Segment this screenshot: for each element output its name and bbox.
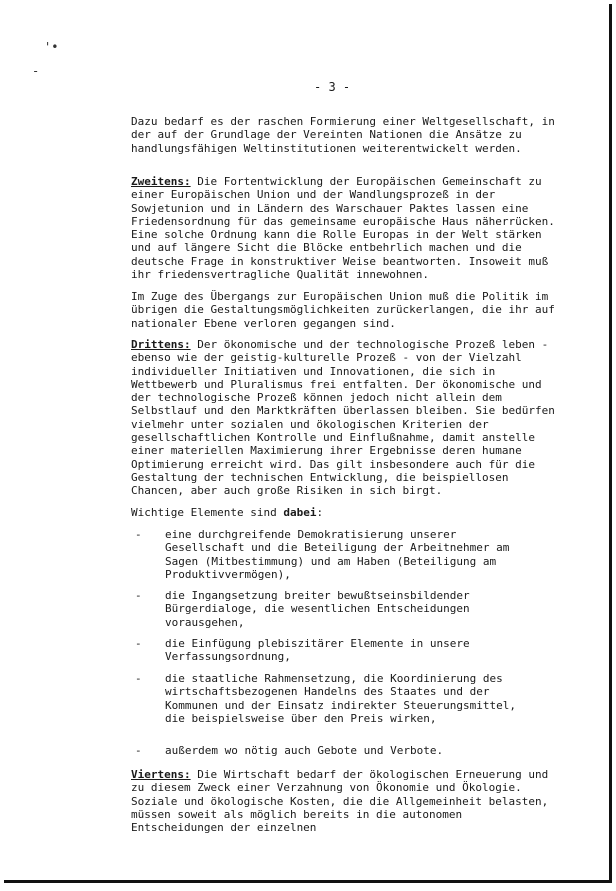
paragraph-body: Die Wirtschaft bedarf der ökologischen Erneuerung und zu diesem Zweck einer Verzahnung von Ökonomie und Ökologie. Soziale und ökologische Kosten, die die Allgemeinheit belasten, müssen soweit als möglich bereits in die autonomen Entscheidungen der einzelnen <box>131 768 549 835</box>
document-page <box>4 4 612 883</box>
paragraph-label: Drittens: <box>131 338 191 351</box>
list-item <box>131 528 571 581</box>
paragraph-text: Wichtige Elemente sind <box>131 506 284 519</box>
list-item <box>131 637 571 664</box>
list-item-text: die Einfügung plebiszitärer Elemente in unsere Verfassungsordnung, <box>165 637 470 664</box>
list-item <box>131 589 571 629</box>
paragraph-union: Im Zuge des Übergangs zur Europäischen Union muß die Politik im übrigen die Gestaltungsmöglichkeiten zurückerlangen, die ihr auf nationaler Ebene verloren gegangen sind. <box>131 290 555 330</box>
paragraph-viertens <box>131 768 561 834</box>
paragraph-label: Zweitens: <box>131 175 191 188</box>
bullet-dash: - <box>135 672 142 685</box>
margin-mark: - <box>32 64 40 78</box>
paragraph-text: : <box>316 506 324 519</box>
list-item-text: die Ingangsetzung breiter bewußtseinsbildender Bürgerdialoge, die wesentlichen Entscheidungen vorausgehen, <box>165 589 470 629</box>
paragraph-label: Viertens: <box>131 768 191 781</box>
paragraph-zweitens <box>131 175 561 281</box>
list-item-text: außerdem wo nötig auch Gebote und Verbote. <box>165 744 444 757</box>
list-item <box>131 744 571 757</box>
paragraph-body: Der ökonomische und der technologische Prozeß leben - ebenso wie der geistig-kulturelle Prozeß - von der Vielzahl individueller Initiativen und Innovationen, die sich in Wettbewerb und Pluralismus frei entfalten. Der ökonomische und der technologische Prozeß können jedoch nicht allein dem Selbstlauf und den Marktkräften überlassen bleiben. Sie bedürfen vielmehr unter sozialen und ökologischen Kriterien der gesellschaftlichen Kontrolle und Einflußnahme, damit anstelle einer materiellen Maximierung ihrer Ergebnisse deren humane Optimierung erreicht wird. Das gilt insbesondere auch für die Gestaltung der technischen Entwicklung, die beispiellosen Chancen, aber auch große Risiken in sich birgt. <box>131 338 555 498</box>
bold-word: dabei <box>283 506 317 519</box>
bullet-dash: - <box>135 637 142 650</box>
list-item-text: eine durchgreifende Demokratisierung unserer Gesellschaft und die Beteiligung der Arbeitnehmer am Sagen (Mitbestimmung) und am Haben (Beteiligung am Produktivvermögen), <box>165 528 510 581</box>
paragraph-intro: Dazu bedarf es der raschen Formierung einer Weltgesellschaft, in der auf der Grundlage der Vereinten Nationen die Ansätze zu handlungsfähigen Weltinstitutionen weiterentwickelt werden. <box>131 115 555 155</box>
paragraph-body: Die Fortentwicklung der Europäischen Gemeinschaft zu einer Europäischen Union und der Wandlungsprozeß in der Sowjetunion und in Ländern des Warschauer Paktes lassen eine Friedensordnung für das gemeinsame europäische Haus näherrücken. Eine solche Ordnung kann die Rolle Europas in der Welt stärken und auf längere Sicht die Blöcke entbehrlich machen und die deutsche Frage in konstruktiver Weise beantworten. Insoweit muß ihr friedensvertragliche Qualität innewohnen. <box>131 175 555 282</box>
paragraph-elements <box>131 506 561 519</box>
list-item-text: die staatliche Rahmensetzung, die Koordinierung des wirtschaftsbezogenen Handelns des Staates und der Kommunen und der Einsatz indirekter Steuerungsmittel, die beispielsweise über den Preis wirken, <box>165 672 516 725</box>
bullet-dash: - <box>135 744 142 757</box>
margin-mark: '• <box>44 40 59 54</box>
list-item <box>131 672 571 725</box>
paragraph-drittens <box>131 338 561 498</box>
bullet-dash: - <box>135 528 142 541</box>
page-number: - 3 - <box>314 80 351 94</box>
bullet-dash: - <box>135 589 142 602</box>
